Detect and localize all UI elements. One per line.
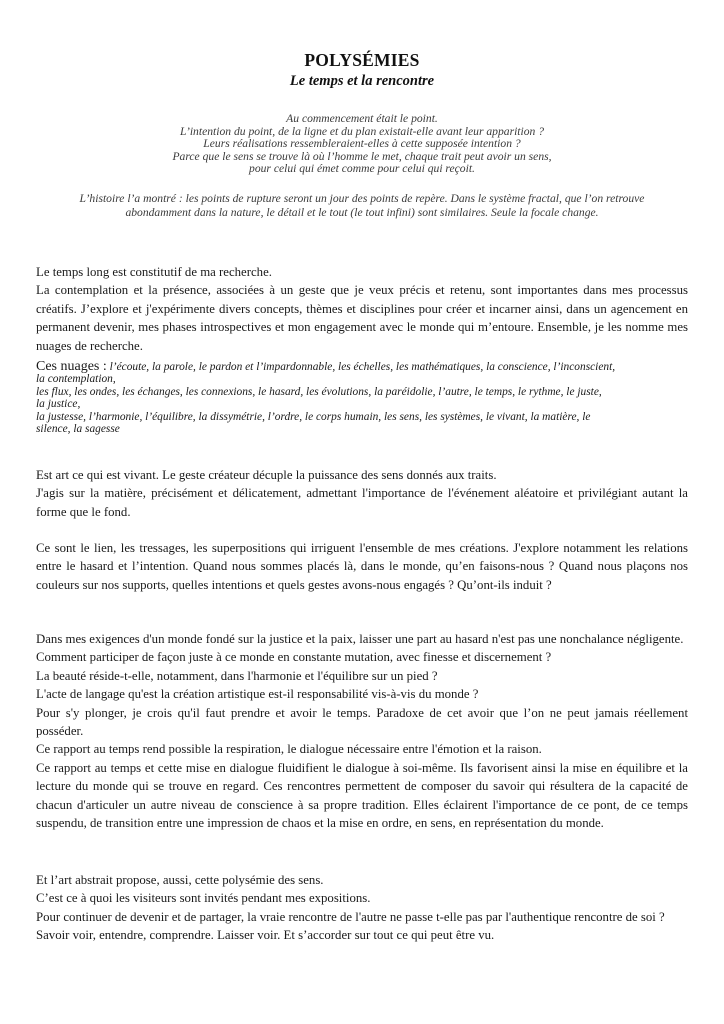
paragraph: Comment participer de façon juste à ce monde en constante mutation, avec finesse et discernement ? bbox=[36, 650, 552, 665]
paragraph: L'acte de langage qu'est la création artistique est-il responsabilité vis-à-vis du monde ? bbox=[36, 687, 479, 702]
section-art-vivant bbox=[36, 466, 688, 521]
paragraph: Ce sont le lien, les tressages, les superpositions qui irriguent l'ensemble de mes créations. J'explore notamment les relations entre le hasard et l’intention. Quand nous sommes placés là, dans le monde, qu’en faisons-nous ? Quand nous plaçons nos couleurs sur nos supports, quelles intentions et quels gestes avons-nous engagés ? Qu’ont-ils induit ? bbox=[36, 541, 688, 592]
intro-line: Parce que le sens se trouve là où l’homme le met, chaque trait peut avoir un sens, bbox=[172, 149, 552, 163]
intro-line: L’intention du point, de la ligne et du plan existait-elle avant leur apparition ? bbox=[179, 124, 545, 138]
nuages-line: la contemplation, bbox=[36, 373, 116, 386]
nuages-line: la justice, bbox=[36, 398, 81, 411]
intro-paragraph bbox=[38, 192, 686, 219]
section-nuages bbox=[36, 361, 692, 435]
intro-verse bbox=[0, 113, 724, 176]
nuages-line: la justesse, l’harmonie, l’équilibre, la dissymétrie, l’ordre, le corps humain, les sens, les systèmes, le vivant, la matière, le bbox=[36, 410, 591, 423]
section-lien bbox=[36, 539, 688, 594]
paragraph: Pour s'y plonger, je crois qu'il faut prendre et avoir le temps. Paradoxe de cet avoir que l’on ne peut jamais réellement posséder. bbox=[36, 705, 688, 739]
paragraph: Est art ce qui est vivant. Le geste créateur décuple la puissance des sens donnés aux traits. bbox=[36, 468, 497, 482]
section-research bbox=[36, 263, 688, 355]
paragraph: Et l’art abstrait propose, aussi, cette polysémie des sens. bbox=[36, 873, 324, 887]
nuages-label: Ces nuages : bbox=[36, 359, 107, 374]
paragraph: Le temps long est constitutif de ma recherche. bbox=[36, 265, 272, 279]
intro-paragraph-line: L’histoire l’a montré : les points de rupture seront un jour des points de repère. Dans le système fractal, que l’on retrouve bbox=[79, 192, 645, 205]
paragraph: La contemplation et la présence, associées à un geste que je veux précis et retenu, sont importantes dans mes processus créatifs. J’explore et j'expérimente divers concepts, thèmes et disciplines pour créer et incarner ainsi, dans un agencement en permanent devenir, mes phases introspectives et mon engagement avec le monde qui m’entoure. Ensemble, je les nomme mes nuages de recherche. bbox=[36, 283, 688, 353]
nuages-line: silence, la sagesse bbox=[36, 423, 120, 436]
nuages-line: l’écoute, la parole, le pardon et l’impardonnable, les échelles, les mathématiques, la conscience, l’inconscient, bbox=[109, 361, 616, 373]
intro-line: Leurs réalisations ressembleraient-elles à cette supposée intention ? bbox=[203, 137, 521, 151]
intro-paragraph-line: abondamment dans la nature, le détail et le tout (le tout infini) sont similaires. Seule la focale change. bbox=[125, 205, 599, 219]
document-title: POLYSÉMIES bbox=[304, 50, 420, 70]
paragraph: Pour continuer de devenir et de partager, la vraie rencontre de l'autre ne passe t-elle pas par l'authentique rencontre de soi ? bbox=[36, 909, 665, 924]
paragraph: Savoir voir, entendre, comprendre. Laisser voir. Et s’accorder sur tout ce qui peut être vu. bbox=[36, 928, 495, 943]
intro-line: Au commencement était le point. bbox=[286, 112, 438, 125]
nuages-line: les flux, les ondes, les échanges, les connexions, le hasard, les évolutions, la paréidolie, l’autre, le temps, le rythme, le juste, bbox=[36, 385, 602, 398]
paragraph: Dans mes exigences d'un monde fondé sur la justice et la paix, laisser une part au hasard n'est pas une nonchalance négligente. bbox=[36, 632, 684, 646]
section-art-abstrait bbox=[36, 871, 688, 945]
document-subtitle: Le temps et la rencontre bbox=[289, 73, 435, 89]
section-exigences bbox=[36, 630, 688, 832]
paragraph: C’est ce à quoi les visiteurs sont invités pendant mes expositions. bbox=[36, 891, 371, 906]
paragraph: Ce rapport au temps et cette mise en dialogue fluidifient le dialogue à soi-même. Ils favorisent ainsi la mise en équilibre et la lecture du monde qui se trouve en regard. Ces rencontres permettent de composer du savoir qui résultera de la capacité de chacun d'articuler un autre niveau de conscience à sa propre tradition. Elles éclairent l'importance de ce pont, de ce temps suspendu, de transition entre une impression de chaos et la mise en ordre, en sens, en représentation du monde. bbox=[36, 760, 688, 831]
paragraph: Ce rapport au temps rend possible la respiration, le dialogue nécessaire entre l'émotion et la raison. bbox=[36, 742, 542, 757]
paragraph: J'agis sur la matière, précisément et délicatement, admettant l'importance de l'événement aléatoire et privilégiant autant la forme que le fond. bbox=[36, 486, 688, 519]
paragraph: La beauté réside-t-elle, notamment, dans l'harmonie et l'équilibre sur un pied ? bbox=[36, 668, 438, 683]
intro-line: pour celui qui émet comme pour celui qui reçoit. bbox=[249, 162, 475, 176]
